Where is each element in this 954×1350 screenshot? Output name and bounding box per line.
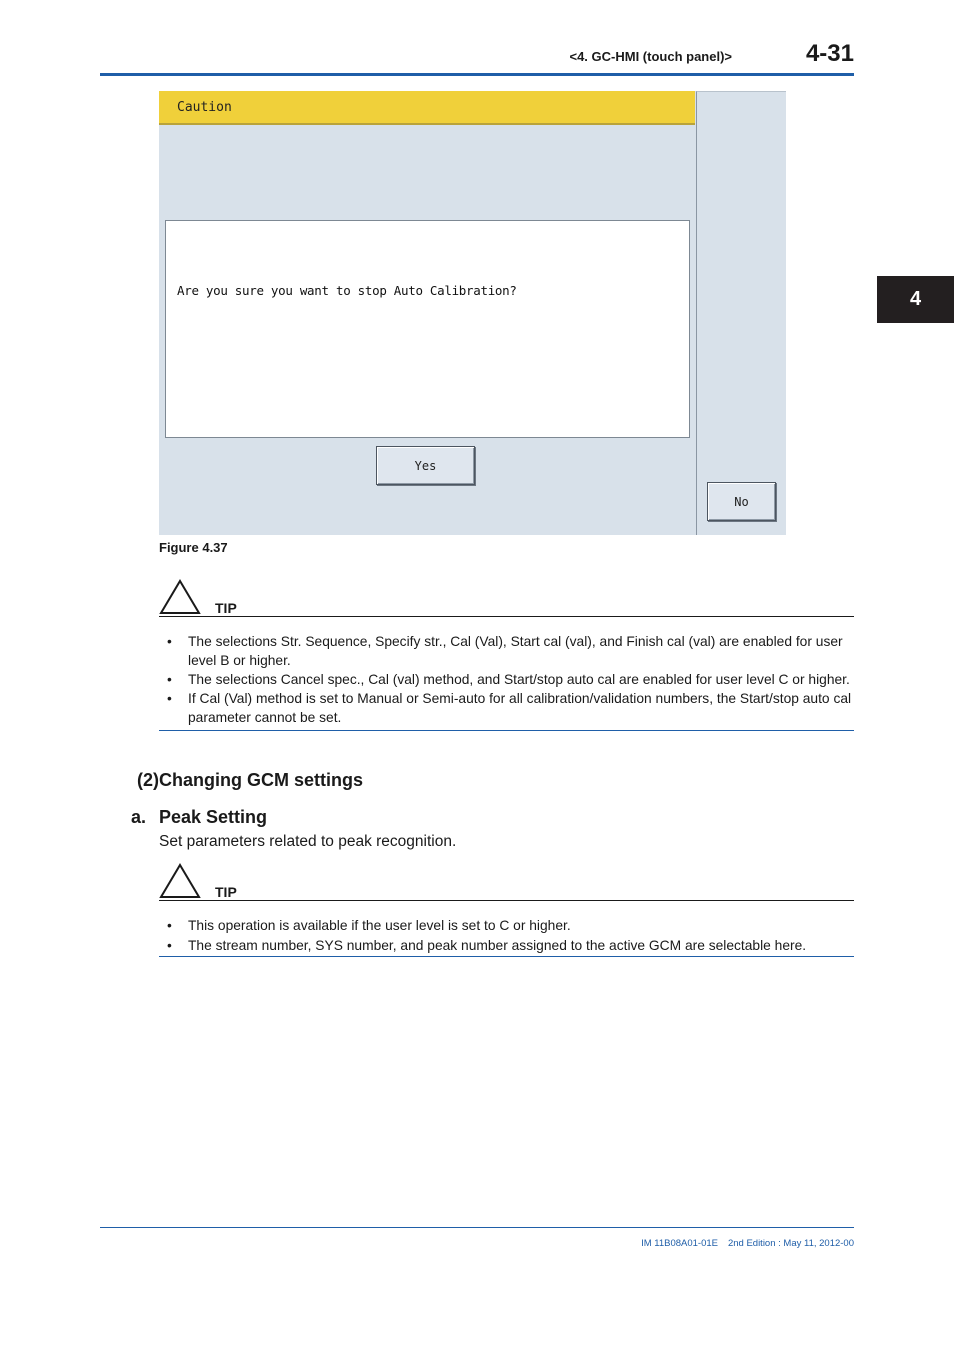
list-item: • The stream number, SYS number, and peak number assigned to the active GCM are selectable here. [167,936,857,956]
tip-rule [159,616,854,617]
dialog-area [159,91,696,535]
body-paragraph: Set parameters related to peak recognition. [159,833,457,850]
figure-caption: Figure 4.37 [159,540,228,555]
bullet-icon: • [167,634,172,649]
bullet-icon: • [167,938,172,953]
list-item: • If Cal (Val) method is set to Manual or Semi-auto for all calibration/validation numbers, the Start/stop auto cal parameter cannot be set. [167,691,852,725]
section-heading: (2)Changing GCM settings [137,770,363,790]
confirm-message: Are you sure you want to stop Auto Calibration? [177,283,517,298]
section-title: <4. GC-HMI (touch panel)> [569,49,732,64]
tip-label: TIP [215,600,237,616]
hmi-screenshot [159,91,786,535]
bullet-icon: • [167,672,172,687]
caution-title: Caution [177,100,232,115]
tip-triangle-icon [159,863,201,899]
footer-rule [100,1227,854,1228]
tip-triangle-icon [159,579,201,615]
list-item: • The selections Str. Sequence, Specify str., Cal (Val), Start cal (val), and Finish cal (val) are enabled for user level B or higher. [167,634,843,668]
header-rule [100,73,854,76]
list-item: • The selections Cancel spec., Cal (val) method, and Start/stop auto cal are enabled for user level C or higher. [167,672,850,687]
bullet-icon: • [167,691,172,706]
document-number: IM 11B08A01-01E [641,1238,718,1249]
side-panel [696,91,786,535]
tip-end-rule [159,730,854,731]
tip-label: TIP [215,884,237,900]
tip-list [167,632,857,727]
tip-rule [159,900,854,901]
edition-date: 2nd Edition : May 11, 2012-00 [727,1238,854,1249]
no-button[interactable]: No [707,482,776,521]
chapter-tab: 4 [877,276,954,323]
message-box [165,220,690,438]
tip-list [167,916,857,956]
bullet-icon: • [167,918,172,933]
list-item: • This operation is available if the user level is set to C or higher. [167,916,857,936]
subsection-heading: Peak Setting [159,807,268,827]
subsection-letter: a. [131,807,147,827]
page-number: 4-31 [805,40,854,67]
caution-title-bar [159,91,695,125]
tip-end-rule [159,956,854,957]
yes-button[interactable]: Yes [376,446,475,485]
